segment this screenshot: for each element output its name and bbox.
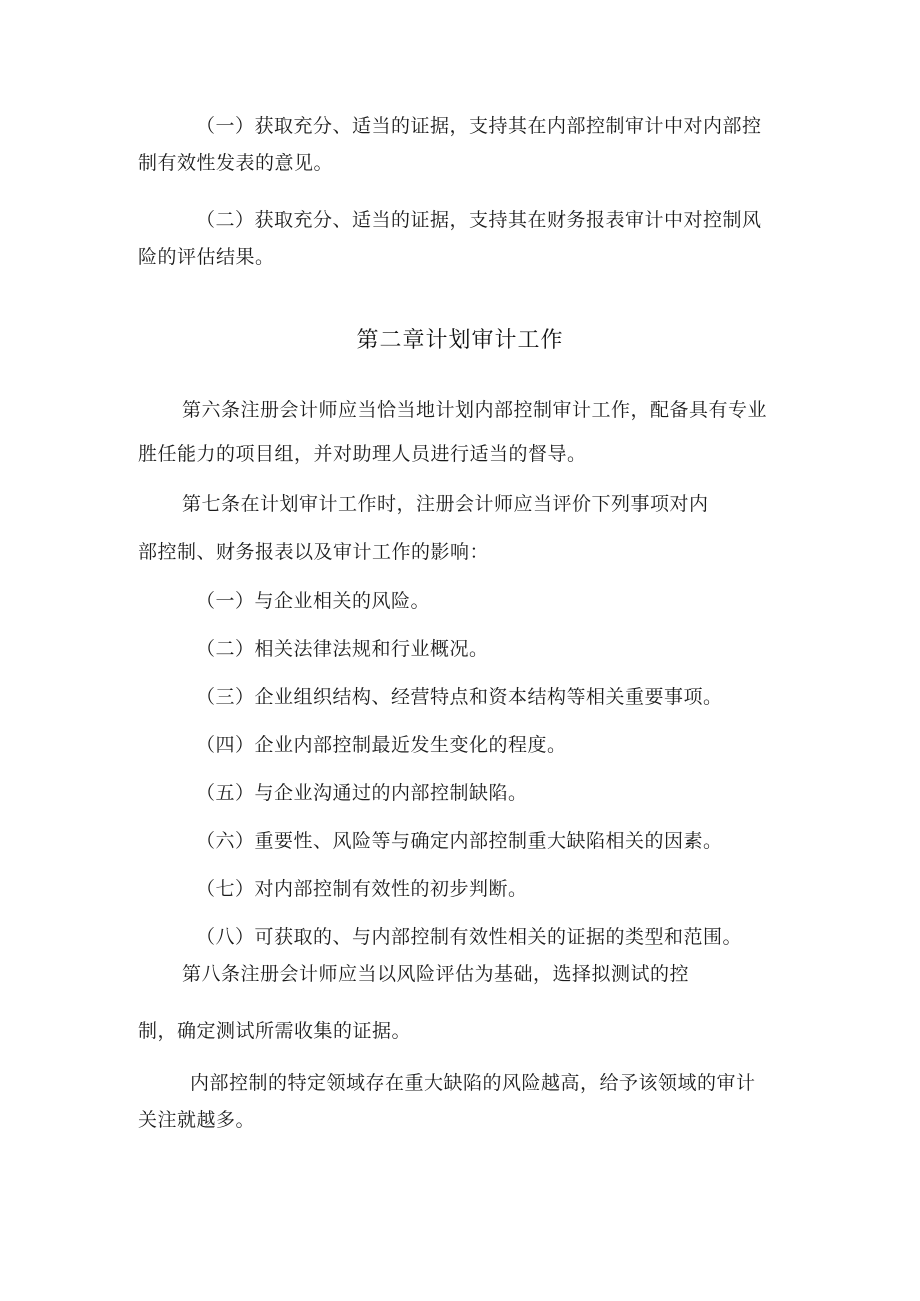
closing-line-1: 内部控制的特定领域存在重大缺陷的风险越高，给予该领域的审计 <box>190 1072 756 1094</box>
article-7-item-4: （四）企业内部控制最近发生变化的程度。 <box>196 734 567 756</box>
article-6-line-2: 胜任能力的项目组，并对助理人员进行适当的督导。 <box>138 443 587 465</box>
article-7-line-1: 第七条在计划审计工作时，注册会计师应当评价下列事项对内 <box>182 493 709 515</box>
intro-item-1-line-2: 制有效性发表的意见。 <box>138 152 334 174</box>
intro-item-1-line-1: （一）获取充分、适当的证据，支持其在内部控制审计中对内部控 <box>196 115 762 137</box>
article-7-item-3: （三）企业组织结构、经营特点和资本结构等相关重要事项。 <box>196 686 723 708</box>
article-7-item-6: （六）重要性、风险等与确定内部控制重大缺陷相关的因素。 <box>196 830 723 852</box>
intro-item-2-line-1: （二）获取充分、适当的证据，支持其在财务报表审计中对控制风 <box>196 209 762 231</box>
article-6-line-1: 第六条注册会计师应当恰当地计划内部控制审计工作，配备具有专业 <box>182 399 768 421</box>
closing-line-2: 关注就越多。 <box>138 1109 256 1131</box>
article-8-line-1: 第八条注册会计师应当以风险评估为基础，选择拟测试的控 <box>182 963 690 985</box>
intro-item-2-line-2: 险的评估结果。 <box>138 246 275 268</box>
article-7-item-2: （二）相关法律法规和行业概况。 <box>196 638 489 660</box>
article-7-item-8: （八）可获取的、与内部控制有效性相关的证据的类型和范围。 <box>196 926 743 948</box>
chapter-title: 第二章计划审计工作 <box>356 328 564 353</box>
article-8-line-2: 制，确定测试所需收集的证据。 <box>138 1020 412 1042</box>
article-7-item-7: （七）对内部控制有效性的初步判断。 <box>196 878 528 900</box>
article-7-item-5: （五）与企业沟通过的内部控制缺陷。 <box>196 782 528 804</box>
article-7-line-2: 部控制、财务报表以及审计工作的影响： <box>138 541 490 563</box>
article-7-item-1: （一）与企业相关的风险。 <box>196 590 431 612</box>
